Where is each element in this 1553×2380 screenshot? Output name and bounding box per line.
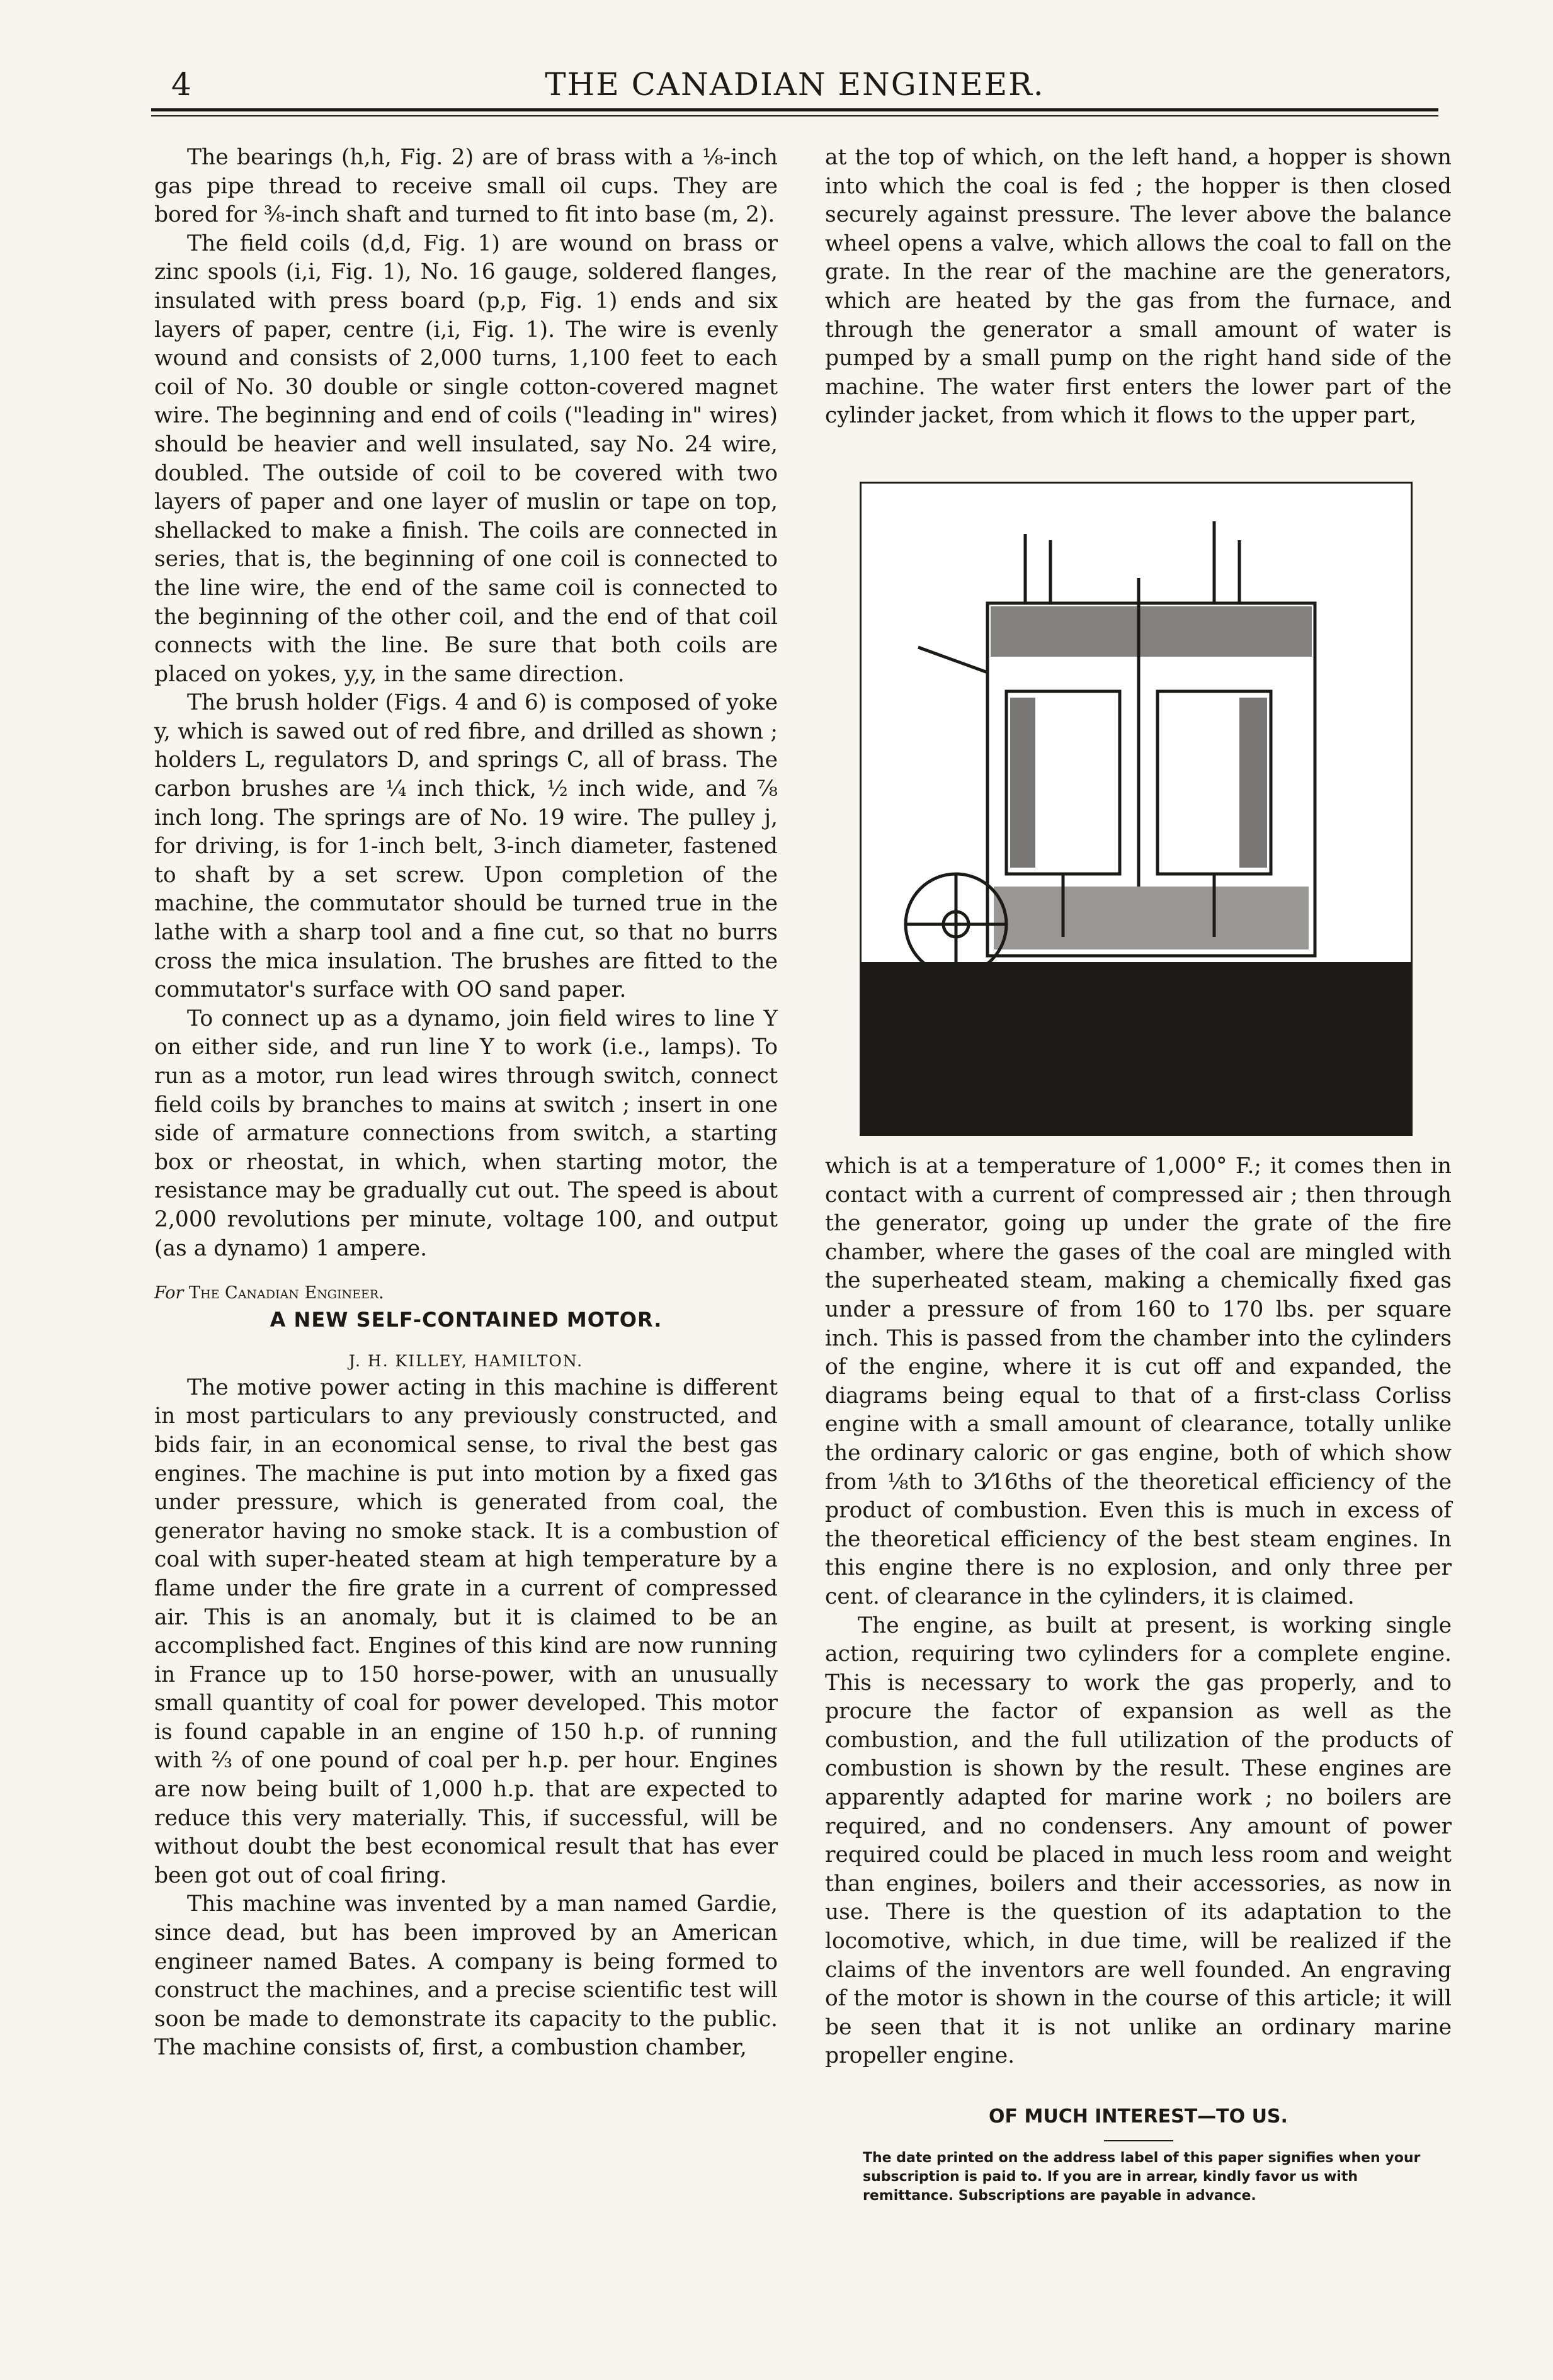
article-author: J. H. KILLEY, HAMILTON. [348,1351,584,1370]
article-source-line [154,1282,778,1305]
lever-arm [918,647,987,672]
left-column [154,144,778,2063]
paragraph-brush-holder: The brush holder (Figs. 4 and 6) is composed of yoke y, which is sawed out of red fibre, and drilled as shown ; holders L, regulators D, and springs C, all of brass. The carbon brushes are ¼ inch thick, ½ inch wide, and ⅞ inch long. The springs are of No. 19 wire. The pulley j, for driving, is for 1-inch belt, 3-inch diameter, fastened to shaft by a set screw. Upon completion of the machine, the commutator should be turned true in the lathe with a sharp tool and a fine cut, so that no burrs cross the mica insulation. The brushes are fitted to the commutator's surface with OO sand paper. [154,690,778,1003]
right-column-top [825,144,1452,431]
notice-text: The date printed on the address label of this paper signifies when your subscription is paid to. If you are in arrear, kindly favor us with remittance. Subscriptions are payable in advance. [863,2150,1421,2204]
base-shading [994,887,1309,949]
running-title: THE CANADIAN ENGINEER. [545,66,1045,103]
cylinder-shading [1010,698,1035,868]
dark-ground [862,962,1411,1134]
paragraph-connect-dynamo: To connect up as a dynamo, join field wires to line Y on either side, and run line Y to work (i.e., lamps). To run as a motor, run lead wires through switch, connect field coils by branches to mains at switch ; insert in one side of armature connections from switch, a starting box or rheostat, in which, when starting motor, the resistance may be gradually cut out. The speed is about 2,000 revolutions per minute, voltage 100, and output (as a dynamo) 1 ampere. [154,1006,778,1261]
paragraph-bearings: The bearings (h,h, Fig. 2) are of brass with a ⅛-inch gas pipe thread to receive small oil cups. They are bored for ⅜-inch shaft and turned to fit into base (m, 2). [154,145,778,228]
right-column-bottom [825,1152,1452,2206]
article-title: A NEW SELF-CONTAINED MOTOR. [270,1308,663,1332]
paragraph-temperature: which is at a temperature of 1,000° F.; it comes then in contact with a current of compressed air ; then through the generator, going up under the grate of the fire chamber, where the gases of the coal are mingled with the superheated steam, making a chemically fixed gas under a pressure of from 160 to 170 lbs. per square inch. This is passed from the chamber into the cylinders of the engine, where it is cut off and expanded, the diagrams being equal to that of a first-class Corliss engine with a small amount of clearance, totally unlike the ordinary caloric or gas engine, both of which show from ⅛th to 3⁄16ths of the theoretical efficiency of the product of combustion. Even this is much in excess of the theoretical efficiency of the best steam engines. In this engine there is no explosion, and only three per cent. of clearance in the cylinders, it is claimed. [825,1153,1452,1609]
notice-rule [1104,2140,1173,2141]
notice-title: OF MUCH INTEREST—TO US. [989,2105,1288,2128]
page-header [151,66,1438,106]
motor-engraving [862,484,1411,1134]
header-rule-thin [151,115,1438,116]
paragraph-motive-power: The motive power acting in this machine is different in most particulars to any previously constructed, and bids fair, in an economical sense, to rival the best gas engines. The machine is put into motion by a fixed gas under pressure, which is generated from coal, the generator having no smoke stack. It is a combustion of coal with super-heated steam at high temperature by a flame under the fire grate in a current of compressed air. This is an anomaly, but it is claimed to be an accomplished fact. Engines of this kind are now running in France up to 150 horse-power, with an unusually small quantity of coal for power developed. This motor is found capable in an engine of 150 h.p. of running with ⅔ of one pound of coal per h.p. per hour. Engines are now being built of 1,000 h.p. that are expected to reduce this very materially. This, if successful, will be without doubt the best economical result that has ever been got out of coal firing. [154,1374,778,1888]
cylinder-shading [1239,698,1267,868]
page-number: 4 [171,66,191,103]
motor-engraving-figure [860,482,1413,1136]
paragraph-inventor: This machine was invented by a man named Gardie, since dead, but has been improved by an American engineer named Bates. A company is being formed to construct the machines, and a precise scientific test will soon be made to demonstrate its capacity to the public. The machine consists of, first, a combustion chamber, [154,1891,778,2061]
paragraph-field-coils: The field coils (d,d, Fig. 1) are wound on brass or zinc spools (i,i, Fig. 1), No. 16 gauge, soldered flanges, insulated with press board (p,p, Fig. 1) ends and six layers of paper, centre (i,i, Fig. 1). The wire is evenly wound and consists of 2,000 turns, 1,100 feet to each coil of No. 30 double or single cotton-covered magnet wire. The beginning and end of coils ("leading in" wires) should be heavier and well insulated, say No. 24 wire, doubled. The outside of coil to be covered with two layers of paper and one layer of muslin or tape on top, shellacked to make a finish. The coils are connected in series, that is, the beginning of one coil is connected to the line wire, the end of the same coil is connected to the beginning of the other coil, and the end of that coil connects with the line. Be sure that both coils are placed on yokes, y,y, in the same direction. [154,230,778,687]
paragraph-single-action: The engine, as built at present, is working single action, requiring two cylinders for a complete engine. This is necessary to work the gas properly, and to procure the factor of expansion as well as the combustion, and the full utilization of the products of combustion is shown by the result. These engines are apparently adapted for marine work ; no boilers are required, and no condensers. Any amount of power required could be placed in much less room and weight than engines, boilers and their accessories, as now in use. There is the question of its adaptation to the locomotive, which, in due time, will be realized if the claims of the inventors are well founded. An engraving of the motor is shown in the course of this article; it will be seen that it is not unlike an ordinary marine propeller engine. [825,1612,1452,2069]
engine-top-shading [991,606,1312,657]
paragraph-hopper: at the top of which, on the left hand, a hopper is shown into which the coal is fed ; the hopper is then closed securely against pressure. The lever above the balance wheel opens a valve, which allows the coal to fall on the grate. In the rear of the machine are the generators, which are heated by the gas from the furnace, and through the generator a small amount of water is pumped by a small pump on the right hand side of the machine. The water first enters the lower part of the cylinder jacket, from which it flows to the upper part, [825,145,1452,429]
source-publication: The Canadian Engineer. [189,1283,384,1303]
header-rule-thick [151,108,1438,111]
for-label: For [154,1283,184,1303]
